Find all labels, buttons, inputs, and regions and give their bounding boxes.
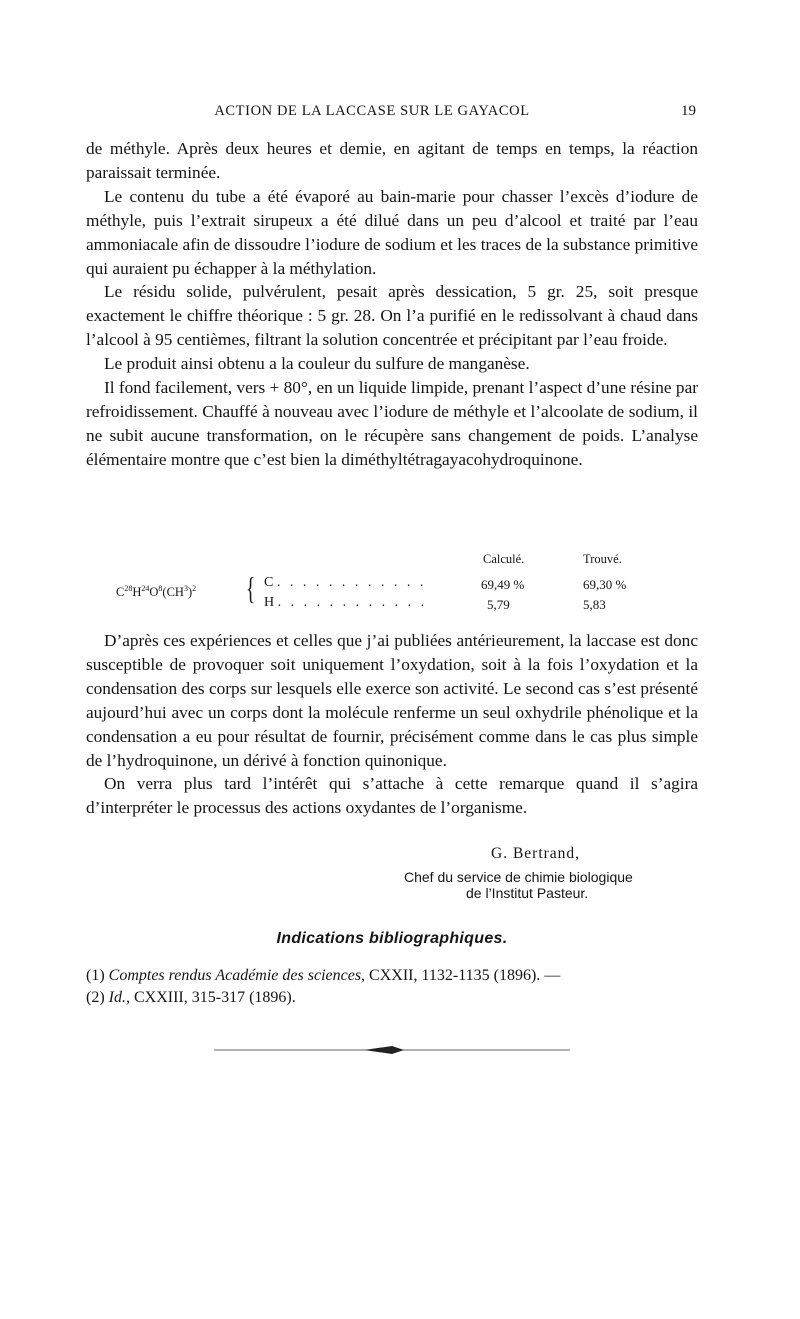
table-row-carbon <box>264 575 426 591</box>
signature-block <box>86 845 698 905</box>
column-header-found: Trouvé. <box>583 552 622 566</box>
author-affiliation: Chef du service de chimie biologique <box>404 869 633 885</box>
brace-icon: { <box>246 570 256 606</box>
bibliography-title: Indications bibliographiques. <box>276 930 508 947</box>
hydrogen-calculated: 5,79 <box>487 597 510 612</box>
paragraph-residue: Le résidu solide, pulvérulent, pesait après dessication, 5 gr. 25, soit presque exactement le chiffre théorique : 5 gr. 28. On l’a purifié en le redissolvant à chaud dans l’alcool à 95 centièmes, filtrant la solution concentrée et précipitant par l’eau froide. <box>86 282 698 350</box>
column-header-calculated: Calculé. <box>483 552 525 566</box>
page-number: 19 <box>681 103 696 119</box>
reference-2: (2) Id., CXXIII, 315-317 (1896). <box>86 989 296 1006</box>
body-text <box>86 137 698 472</box>
analysis-results-table <box>86 548 698 624</box>
running-title: ACTION DE LA LACCASE SUR LE GAYACOL <box>214 103 530 119</box>
carbon-calculated: 69,49 % <box>481 577 525 592</box>
author-name: G. Bertrand, <box>491 845 581 862</box>
paragraph-melting: Il fond facilement, vers + 80°, en un liquide limpide, prenant l’aspect d’une résine par refroidissement. Chauffé à nouveau avec l’iodure de méthyle et l’alcoolate de sodium, il ne subit aucune transformation, on le récupère sans changement de poids. L’analyse élémentaire montre que c’est bien la diméthyltétragayacohydroquinone. <box>86 378 698 469</box>
element-label: C <box>264 575 274 590</box>
hydrogen-found: 5,83 <box>583 597 606 612</box>
paragraph-continuation: de méthyle. Après deux heures et demie, en agitant de temps en temps, la réaction paraissait terminée. <box>86 139 698 182</box>
running-head <box>86 103 698 127</box>
paragraph-color: Le produit ainsi obtenu a la couleur du sulfure de manganèse. <box>104 354 530 374</box>
bibliography <box>86 965 698 1009</box>
leader-dots: . . . . . . . . . . . . <box>277 595 428 610</box>
leader-dots: . . . . . . . . . . . . <box>276 575 427 590</box>
carbon-found: 69,30 % <box>583 577 627 592</box>
paragraph-conclusion: D’après ces expériences et celles que j’ai publiées antérieurement, la laccase est donc susceptible de provoquer soit uniquement l’oxydation, soit à la fois l’oxydation et la condensation des corps sur lesquels elle exerce son activité. Le second cas s’est présenté aujourd’hui avec un corps dont la molécule renferme un seul oxhydrile phénolique et la condensation a eu pour résultat de fournir, précisément comme dans le cas plus simple de l’hydroquinone, un dérivé à fonction quinonique. <box>86 631 698 770</box>
paragraph-evaporation: Le contenu du tube a été évaporé au bain-marie pour chasser l’excès d’iodure de méthyle, puis l’extrait sirupeux a été dilué dans un peu d’alcool et traité par l’eau ammoniacale afin de dissoudre l’iodure de sodium et les traces de la substance primitive qui auraient pu échapper à la méthylation. <box>86 186 698 278</box>
reference-1: (1) Comptes rendus Académie des sciences, CXXII, 1132-1135 (1896). — <box>86 967 561 984</box>
element-label: H <box>264 595 275 610</box>
paragraph-outlook: On verra plus tard l’intérêt qui s’attache à cette remarque quand il s’agira d’interpréter le processus des actions oxydantes de l’organisme. <box>86 774 698 818</box>
author-institute: de l’Institut Pasteur. <box>466 885 589 901</box>
table-row-hydrogen <box>264 595 427 611</box>
chemical-formula: $C^{28}H^{24}O^8(CH^3)^2$ <box>116 584 197 600</box>
ornament-divider-icon <box>214 1043 570 1057</box>
body-text-conclusion <box>86 629 698 820</box>
